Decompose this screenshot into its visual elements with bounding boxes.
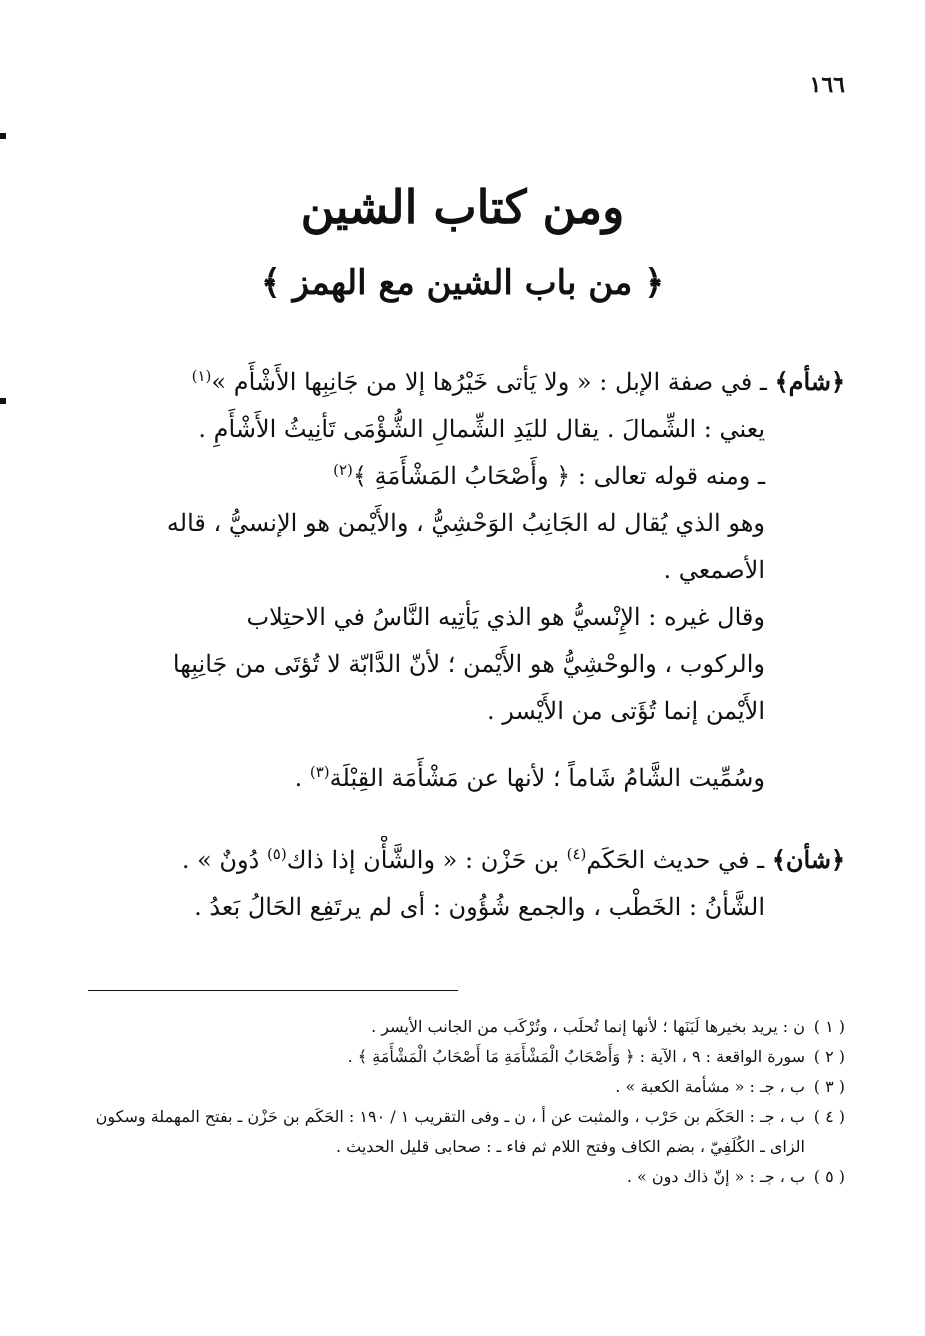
footnote-number: ( ٤ ) — [813, 1107, 845, 1126]
page-number: ١٦٦ — [809, 72, 845, 98]
entry-line: وقال غيره : الإِنْسيُّ هو الذي يَأتِيه النَّاسُ في الاحتِلاب — [246, 603, 765, 631]
book-title: ومن كتاب الشين — [300, 180, 625, 234]
footnote-ref: (٥) — [266, 845, 287, 863]
footnote — [80, 1012, 845, 1042]
entry-line: الأَيْمن إنما تُؤَتى من الأَيْسر . — [486, 697, 765, 725]
footnote-text: ب ، جـ : « إنّ ذاك دون » . — [626, 1167, 805, 1186]
footnote — [80, 1072, 845, 1102]
entry-keyword: ﴿شأن﴾ — [771, 845, 845, 874]
footnote — [80, 1042, 845, 1072]
entry-text: . — [294, 764, 310, 792]
entry-text: بن حَزْن : « والشَّأْن إذا ذاك — [286, 846, 567, 874]
entry-text: دُونٌ » . — [181, 846, 267, 874]
footnote-ref: (٤) — [566, 845, 587, 863]
chapter-title: ﴿ من باب الشين مع الهمز ﴾ — [260, 263, 665, 303]
footnote-text: سورة الواقعة : ٩ ، الآية : ﴿ وَأَصْحَابُ الْمَشْأَمَةِ مَا أَصْحَابُ الْمَشْأَمَةِ ﴾ . — [347, 1047, 805, 1066]
spacer — [80, 735, 845, 755]
entry-line — [80, 358, 845, 406]
footnote-text: ب ، جـ : الحَكَم بن حَرْب ، والمثبت عن أ ، ن ـ وفى التقريب ١ / ١٩٠ : الحَكَم بن حَزْن ـ بفتح المهملة وسكون الزاى ـ الكُلَفِيّ ، بضم الكاف وفتح اللام ثم فاء ـ : صحابى قليل الحديث . — [95, 1107, 805, 1156]
footnote-number: ( ١ ) — [813, 1017, 845, 1036]
footnote-ref: (٣) — [309, 763, 330, 781]
footnotes — [80, 1012, 845, 1192]
entry-line — [80, 453, 845, 500]
footnote — [80, 1162, 845, 1192]
entry-text: وسُمِّيت الشَّامُ شَاماً ؛ لأنها عن مَشْأَمَة القِبْلَة — [329, 764, 765, 792]
entry-text: ـ في حديث الحَكَم — [586, 846, 765, 874]
scan-mark — [0, 133, 6, 139]
footnote-text: ن : يريد بخيرها لَبَنَها ؛ لأنها إنما تُحلَب ، وتُرْكَب من الجانب الأيسر . — [371, 1017, 805, 1036]
entry-line: يعني : الشِّمالَ . يقال لليَدِ الشِّمالِ الشُّؤْمَى تَأنِيثُ الأَشْأَمِ . — [198, 415, 765, 443]
footnote-divider — [88, 990, 458, 991]
entry-line: الأصمعي . — [663, 556, 765, 584]
entry-keyword: ﴿شأم﴾ — [774, 367, 845, 396]
entry-line: وهو الذي يُقال له الجَانِبُ الوَحْشِيُّ ، والأَيْمن هو الإنسيُّ ، قاله — [166, 509, 765, 537]
entry-sha-an — [80, 836, 845, 931]
footnote — [80, 1102, 845, 1162]
footnote-ref: (١) — [191, 367, 212, 385]
entry-line — [80, 836, 845, 884]
footnote-ref: (٢) — [333, 461, 353, 479]
entry-text: ـ في صفة الإبل : « ولا يَأتى خَيْرُها إلا من جَانِبِها الأَشْأَم » — [211, 368, 767, 396]
entry-sha-am — [80, 358, 845, 802]
entry-line: والركوب ، والوحْشِيُّ هو الأَيْمن ؛ لأنّ الدَّابّة لا تُؤتَى من جَانِبِها — [172, 650, 765, 678]
footnote-number: ( ٢ ) — [813, 1047, 845, 1066]
spacer — [80, 802, 845, 836]
entry-line — [80, 755, 845, 802]
entry-text: ـ ومنه قوله تعالى : ﴿ وأَصْحَابُ المَشْأَمَةِ ﴾ — [352, 462, 765, 490]
footnote-text: ب ، جـ : « مشأمة الكعبة » . — [615, 1077, 805, 1096]
scan-mark — [0, 398, 6, 404]
footnote-number: ( ٥ ) — [813, 1167, 845, 1186]
entry-line: الشَّأنُ : الخَطْب ، والجمع شُؤُون : أى لم يرتَفِع الحَالُ بَعدُ . — [194, 893, 765, 921]
footnote-number: ( ٣ ) — [813, 1077, 845, 1096]
entries — [80, 358, 845, 931]
